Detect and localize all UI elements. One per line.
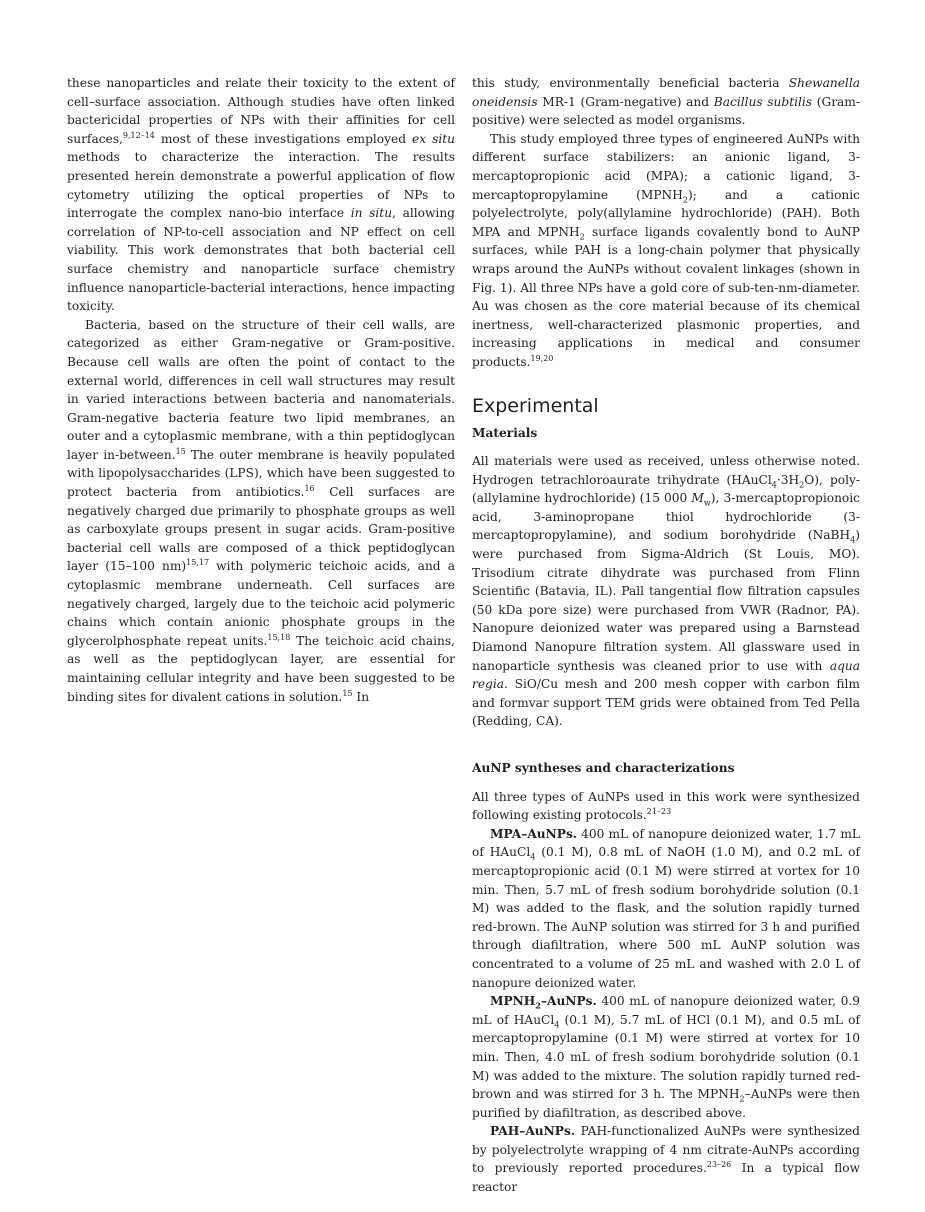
text-run: 400 mL of nanopure deionized water, 1.7 mL of HAuCl bbox=[472, 826, 860, 860]
text-run: (0.1 M), 5.7 mL of HCl (0.1 M), and 0.5 mL of mercaptopropylamine (0.1 M) were stirred at vortex for 10 min. Then, 4.0 mL of fresh sodium borohydride solution (0.1 M) was added to the mixture. The solution rapidly turned red-brown and was stirred for 3 h. The MPNH bbox=[472, 1012, 861, 1102]
text-run: Bacillus subtilis bbox=[713, 94, 813, 109]
subheading-synthesis: AuNP syntheses and characterizations bbox=[472, 761, 735, 775]
text-run: most of these investigations employed bbox=[154, 131, 413, 146]
citation-superscript: 15 bbox=[175, 446, 186, 456]
subscript-text: 4 bbox=[850, 535, 856, 545]
subscript-text: 4 bbox=[771, 480, 777, 490]
body-paragraph bbox=[472, 992, 860, 1122]
citation-superscript: 23–26 bbox=[706, 1160, 732, 1170]
text-run: MR-1 (Gram-negative) and bbox=[537, 94, 714, 109]
body-paragraph bbox=[67, 74, 455, 316]
text-run: , allowing correlation of NP-to-cell association and NP effect on cell viability. This work demonstrates that both bacterial cell surface chemistry and nanoparticle surface chemistry influence nanoparticle-bacterial interactions, hence impacting toxicity. bbox=[67, 206, 455, 314]
text-run: All three types of AuNPs used in this work were synthesized following existing protocols. bbox=[472, 789, 860, 823]
text-run: (0.1 M), 0.8 mL of NaOH (1.0 M), and 0.2 mL of mercaptopropionic acid (0.1 M) were stirred at vortex for 10 min. Then, 5.7 mL of fresh sodium borohydride solution (0.1 M) was added to the flask, and the solution rapidly turned red-brown. The AuNP solution was stirred for 3 h and purified through diafiltration, where 500 mL AuNP solution was concentrated to a volume of 25 mL and washed with 2.0 L of nanopure deionized water. bbox=[472, 845, 860, 990]
text-run: The teichoic acid chains, as well as the peptidoglycan layer, are essential for maintaining cellular integrity and have been suggested to be binding sites for divalent cations in solution. bbox=[67, 633, 455, 704]
subscript-text: 2 bbox=[682, 195, 688, 204]
text-run: ·3H bbox=[776, 472, 800, 487]
subscript-text: 2 bbox=[799, 480, 805, 490]
text-run: (Gram-positive) were selected as model organisms. bbox=[472, 94, 860, 128]
intro-text bbox=[472, 74, 860, 372]
citation-superscript: 19,20 bbox=[530, 353, 554, 363]
text-run: ex situ bbox=[412, 131, 455, 146]
body-paragraph bbox=[472, 452, 860, 731]
section-heading-experimental: Experimental bbox=[472, 394, 599, 417]
citation-superscript: 15,18 bbox=[267, 632, 291, 642]
subscript-text: w bbox=[703, 498, 711, 508]
text-run: this study, environmentally beneficial bacteria bbox=[472, 76, 789, 90]
text-run: ); and a cationic polyelectrolyte, poly(allylamine hydrochloride) (PAH). Both MPA and MPNH bbox=[472, 187, 860, 239]
text-run: aqua regia bbox=[472, 658, 860, 692]
synthesis-text bbox=[472, 788, 860, 1197]
subheading-materials: Materials bbox=[472, 425, 538, 440]
text-run: In a typical flow reactor bbox=[472, 1161, 860, 1195]
text-run: in situ bbox=[350, 206, 393, 221]
body-paragraph bbox=[472, 1122, 860, 1196]
text-run: these nanoparticles and relate their toxicity to the extent of cell–surface association. Although studies have often linked bactericidal properties of NPs with their affinities for cell surfaces, bbox=[67, 76, 455, 146]
body-paragraph bbox=[472, 788, 860, 825]
text-run: In bbox=[352, 689, 370, 704]
text-run: The outer membrane is heavily populated with lipopolysaccharides (LPS), which have been suggested to protect bacteria from antibiotics. bbox=[67, 447, 455, 500]
text-run: M bbox=[691, 491, 704, 506]
citation-superscript: 16 bbox=[304, 484, 315, 493]
text-run: PAH-functionalized AuNPs were synthesized by polyelectrolyte wrapping of 4 nm citrate-AuNPs according to previously reported procedures. bbox=[472, 1124, 860, 1176]
text-run: 400 mL of nanopure deionized water, 0.9 mL of HAuCl bbox=[472, 994, 860, 1027]
text-run: This study employed three types of engineered AuNPs with different surface stabilizers: an anionic ligand, 3-mercaptopropionic acid (MPA); a cationic ligand, 3-mercaptopropylamine (MPNH bbox=[472, 131, 860, 202]
text-run: surface ligands covalently bond to AuNP surfaces, while PAH is a long-chain polymer that physically wraps around the AuNPs without covalent linkages (shown in Fig. 1). All three NPs have a gold core of sub-ten-nm-diameter. Au was chosen as the core material because of its chemical inertness, well-characterized plasmonic properties, and increasing applications in medical and consumer products. bbox=[472, 224, 860, 369]
text-run: Shewanella oneidensis bbox=[472, 76, 860, 109]
subscript-text: 4 bbox=[554, 1020, 560, 1030]
text-run: MPA–AuNPs. bbox=[490, 826, 578, 841]
text-run: Cell surfaces are negatively charged due primarily to phosphate groups as well as carboxylate groups present in sugar acids. Gram-positive bacterial cell walls are composed of a thick peptidoglycan layer (15–100 nm) bbox=[67, 485, 456, 574]
citation-superscript: 15 bbox=[342, 688, 353, 698]
right-column bbox=[472, 74, 860, 1197]
left-body-text bbox=[67, 74, 455, 706]
text-run: MPNH bbox=[490, 994, 536, 1009]
text-run: –AuNPs were then purified by diafiltration, as described above. bbox=[472, 1087, 860, 1120]
text-run: with polymeric teichoic acids, and a cytoplasmic membrane underneath. Cell surfaces are negatively charged, largely due to the teichoic acid polymeric chains which contain anionic phosphate groups in the glycerolphosphate repeat units. bbox=[67, 559, 455, 648]
left-column bbox=[67, 74, 455, 706]
citation-superscript: 9,12–14 bbox=[122, 130, 155, 140]
citation-superscript: 21–23 bbox=[646, 807, 672, 817]
subscript-text: 2 bbox=[535, 1000, 541, 1011]
citation-superscript: 15,17 bbox=[186, 558, 210, 568]
subscript-text: 2 bbox=[579, 232, 585, 242]
body-paragraph bbox=[472, 825, 860, 992]
text-run: All materials were used as received, unless otherwise noted. Hydrogen tetrachloroaurate trihydrate (HAuCl bbox=[472, 454, 860, 487]
text-run: PAH–AuNPs. bbox=[490, 1124, 576, 1139]
subscript-text: 2 bbox=[739, 1094, 745, 1104]
text-run: methods to characterize the interaction. The results presented herein demonstrate a powerful application of flow cytometry utilizing the optical properties of NPs to interrogate the complex nano-bio interface bbox=[67, 150, 455, 221]
body-paragraph bbox=[472, 74, 860, 130]
text-run: ) were purchased from Sigma-Aldrich (St Louis, MO). Trisodium citrate dihydrate was purchased from Flinn Scientific (Batavia, IL). Pall tangential flow filtration capsules (50 kDa pore size) were purchased from VWR (Radnor, PA). Nanopure deionized water was prepared using a Barnstead Diamond Nanopure filtration system. All glassware used in nanoparticle synthesis was cleaned prior to use with bbox=[472, 528, 860, 673]
text-run: ), 3-mercaptopropionoic acid, 3-aminopropane thiol hydrochloride (3-mercaptopropylamine), and sodium borohydride (NaBH bbox=[472, 491, 860, 543]
text-run: Bacteria, based on the structure of their cell walls, are categorized as either Gram-negative or Gram-positive. Because cell walls are often the point of contact to the external world, differences in cell wall structures may result in varied interactions between bacteria and nanomaterials. Gram-negative bacteria feature two lipid membranes, an outer and a cytoplasmic membrane, with a thin peptidoglycan layer in-between. bbox=[67, 317, 455, 462]
subscript-text: 4 bbox=[530, 852, 536, 862]
text-run: . SiO/Cu mesh and 200 mesh copper with carbon film and formvar support TEM grids were obtained from Ted Pella (Redding, CA). bbox=[472, 677, 860, 729]
body-paragraph bbox=[67, 316, 455, 706]
text-run: O), poly-(allylamine hydrochloride) (15 000 bbox=[472, 472, 860, 506]
materials-text bbox=[472, 452, 860, 731]
body-paragraph bbox=[472, 130, 860, 372]
text-run: –AuNPs. bbox=[540, 994, 597, 1009]
